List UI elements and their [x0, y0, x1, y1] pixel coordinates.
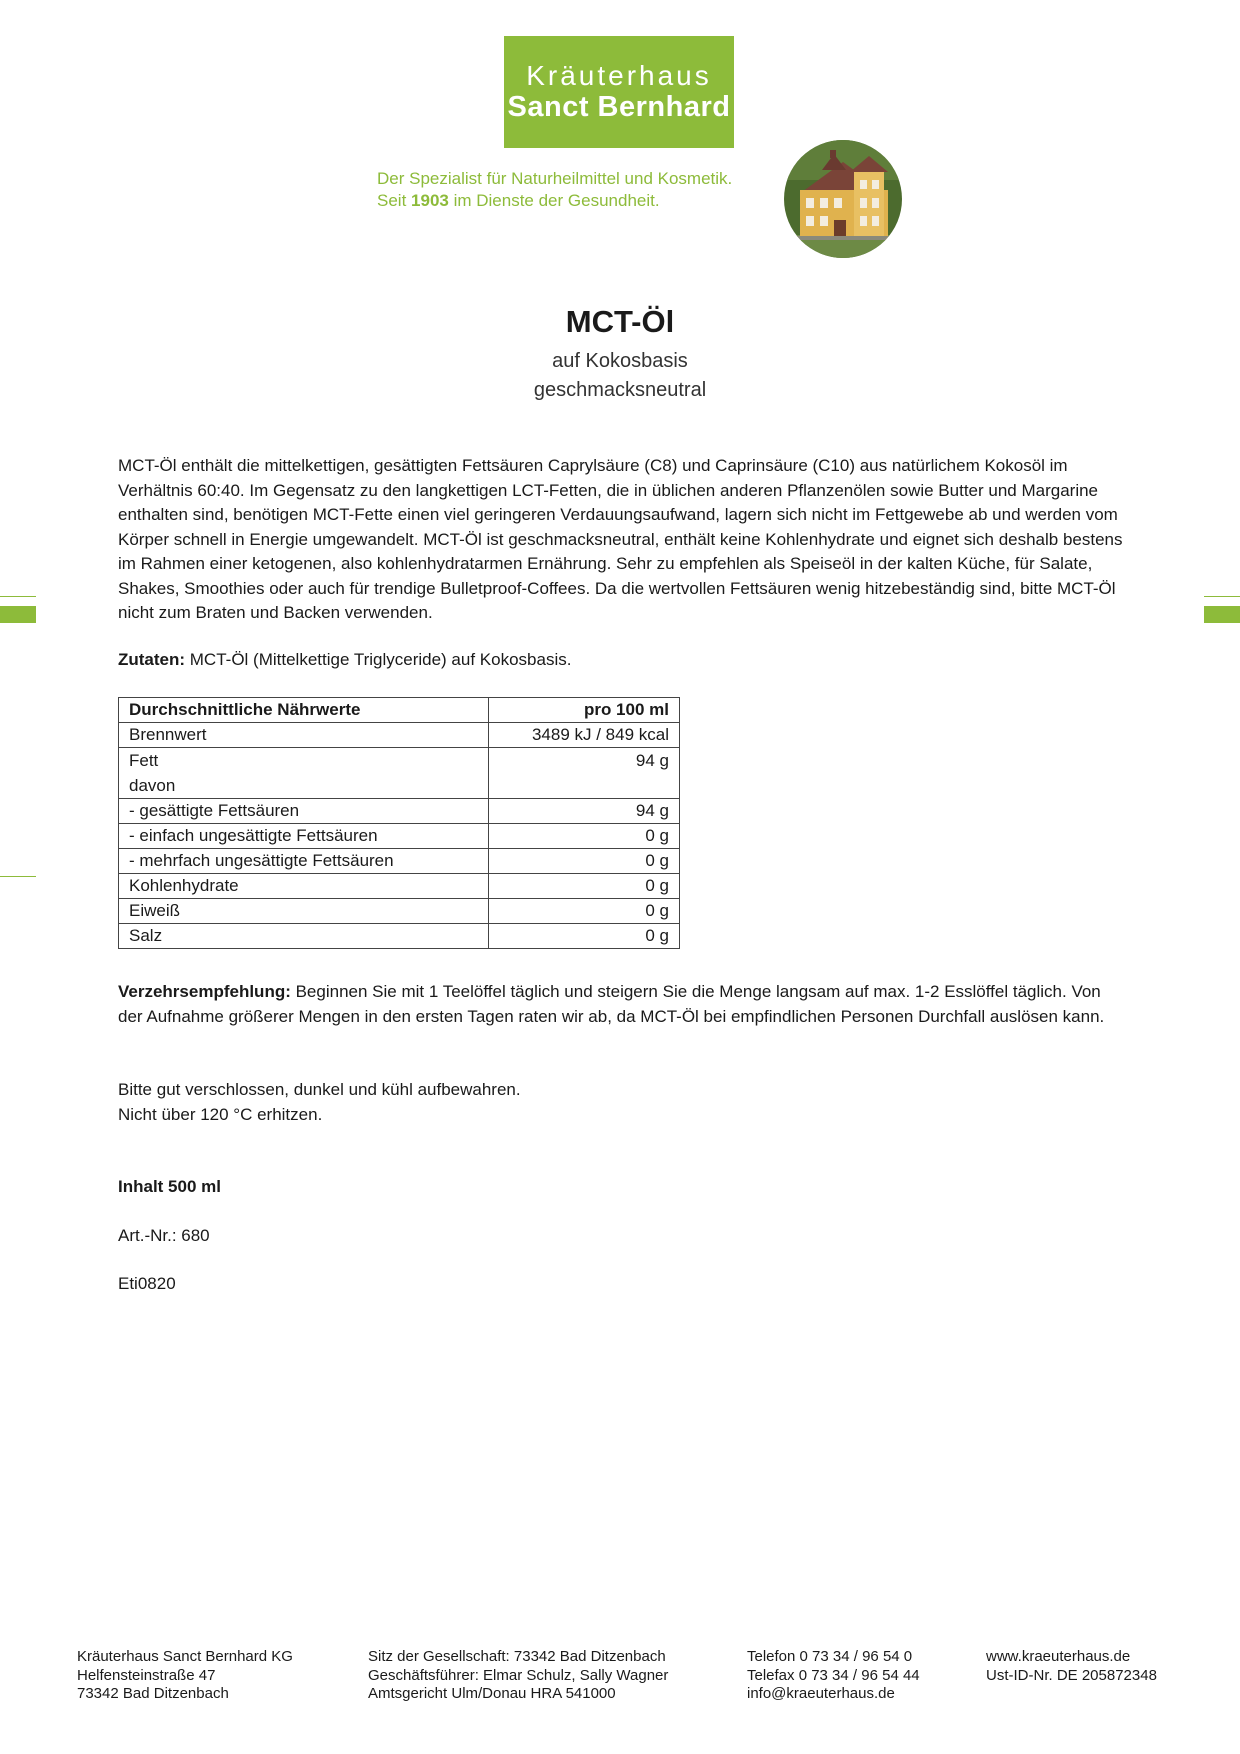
- table-row: [119, 824, 680, 849]
- footer-seat: Sitz der Gesellschaft: 73342 Bad Ditzenbach: [368, 1648, 666, 1665]
- footer-web: [986, 1648, 1157, 1685]
- right-marker-line-top: [1204, 596, 1240, 597]
- footer-email[interactable]: info@kraeuterhaus.de: [747, 1685, 895, 1702]
- table-row: [119, 799, 680, 824]
- row-label: - mehrfach ungesättigte Fettsäuren: [119, 849, 489, 874]
- row-label: Salz: [119, 924, 489, 949]
- table-row: [119, 899, 680, 924]
- footer-street: Helfensteinstraße 47: [77, 1666, 216, 1684]
- row-label: Eiweiß: [119, 899, 489, 924]
- footer-legal: [368, 1648, 668, 1704]
- logo-line-2: Sanct Bernhard: [507, 91, 731, 123]
- logo-line-1: Kräuterhaus: [526, 60, 712, 91]
- table-row: [119, 874, 680, 899]
- tagline-suffix: im Dienste der Gesundheit.: [448, 191, 660, 210]
- row-value: 0 g: [489, 924, 680, 949]
- row-label-line-1: Fett: [129, 751, 159, 770]
- building-photo: [784, 140, 902, 258]
- footer-fax: Telefax 0 73 34 / 96 54 44: [747, 1666, 920, 1684]
- storage-line-2: Nicht über 120 °C erhitzen.: [118, 1105, 323, 1124]
- footer-contact: [747, 1648, 920, 1704]
- storage-line-1: Bitte gut verschlossen, dunkel und kühl aufbewahren.: [118, 1080, 521, 1099]
- left-marker-line-bottom: [0, 876, 36, 877]
- brand-logo: [504, 36, 734, 148]
- row-label: - einfach ungesättigte Fettsäuren: [119, 824, 489, 849]
- row-value: 0 g: [489, 849, 680, 874]
- row-value: 0 g: [489, 874, 680, 899]
- article-number: Art.-Nr.: 680: [118, 1226, 210, 1245]
- row-value: 0 g: [489, 899, 680, 924]
- ingredients-text: MCT-Öl (Mittelkettige Triglyceride) auf Kokosbasis.: [185, 650, 572, 669]
- footer-phone: Telefon 0 73 34 / 96 54 0: [747, 1648, 913, 1665]
- row-label: - gesättigte Fettsäuren: [119, 799, 489, 824]
- header-label: Durchschnittliche Nährwerte: [119, 698, 489, 723]
- footer-vat-id: Ust-ID-Nr. DE 205872348: [986, 1666, 1157, 1684]
- right-marker-block: [1204, 606, 1240, 623]
- row-value: 3489 kJ / 849 kcal: [489, 723, 680, 748]
- ingredients: [118, 648, 1128, 673]
- row-value: 94 g: [489, 748, 680, 799]
- nutrition-table: [118, 697, 680, 949]
- table-row: [119, 849, 680, 874]
- footer-register: Amtsgericht Ulm/Donau HRA 541000: [368, 1685, 616, 1702]
- table-row: [119, 748, 680, 799]
- tagline-year: 1903: [411, 191, 449, 210]
- content-amount: Inhalt 500 ml: [118, 1177, 221, 1196]
- table-row: [119, 723, 680, 748]
- ingredients-label: Zutaten:: [118, 650, 186, 669]
- row-label: [119, 748, 489, 799]
- tagline-prefix: Seit: [377, 191, 412, 210]
- row-value: 94 g: [489, 799, 680, 824]
- row-label: Kohlenhydrate: [119, 874, 489, 899]
- table-header-row: [119, 698, 680, 723]
- product-subtitle-1: auf Kokosbasis: [552, 350, 688, 372]
- footer-management: Geschäftsführer: Elmar Schulz, Sally Wagner: [368, 1666, 669, 1684]
- table-row: [119, 924, 680, 949]
- tagline-line-1: Der Spezialist für Naturheilmittel und Kosmetik.: [377, 169, 733, 188]
- consumption-recommendation: [118, 980, 1128, 1029]
- tagline: [377, 168, 732, 212]
- row-label: Brennwert: [119, 723, 489, 748]
- row-label-line-2: davon: [129, 776, 176, 795]
- product-subtitle-2: geschmacksneutral: [533, 379, 707, 401]
- left-marker-block: [0, 606, 36, 623]
- recommendation-label: Verzehrsempfehlung:: [118, 982, 291, 1001]
- footer-company-name: Kräuterhaus Sanct Bernhard KG: [77, 1648, 293, 1665]
- product-title: MCT-Öl: [565, 304, 675, 339]
- product-description: MCT-Öl enthält die mittelkettigen, gesättigten Fettsäuren Caprylsäure (C8) und Caprinsäure (C10) aus natürlichem Kokosöl im Verhältnis 60:40. Im Gegensatz zu den langkettigen LCT-Fetten, die in üblichen anderen Pflanzenölen sowie Butter und Margarine enthalten sind, benötigen MCT-Fette einen viel geringeren Verdauungsaufwand, lagern sich nicht im Fettgewebe ab und werden vom Körper schnell in Energie umgewandelt. MCT-Öl ist geschmacksneutral, enthält keine Kohlenhydrate und eignet sich deshalb bestens im Rahmen einer ketogenen, also kohlenhydratarmen Ernährung. Sehr zu empfehlen als Speiseöl in der kalten Küche, für Salate, Shakes, Smoothies oder auch für trendige Bulletproof-Coffees. Da die wertvollen Fettsäuren wenig hitzebeständig sind, bitte MCT-Öl nicht zum Braten und Backen verwenden.: [118, 456, 1123, 622]
- footer-website[interactable]: www.kraeuterhaus.de: [986, 1648, 1131, 1665]
- tagline-line-2: [377, 190, 732, 212]
- footer-company: [77, 1648, 293, 1704]
- header-value: pro 100 ml: [489, 698, 680, 723]
- recommendation-text: Beginnen Sie mit 1 Teelöffel täglich und steigern Sie die Menge langsam auf max. 1-2 Esslöffel täglich. Von der Aufnahme größerer Mengen in den ersten Tagen raten wir ab, da MCT-Öl bei empfindlichen Personen Durchfall auslösen kann.: [118, 982, 1105, 1026]
- left-marker-line-top: [0, 596, 36, 597]
- row-value: 0 g: [489, 824, 680, 849]
- footer-city: 73342 Bad Ditzenbach: [77, 1685, 229, 1702]
- label-code: Eti0820: [118, 1274, 176, 1293]
